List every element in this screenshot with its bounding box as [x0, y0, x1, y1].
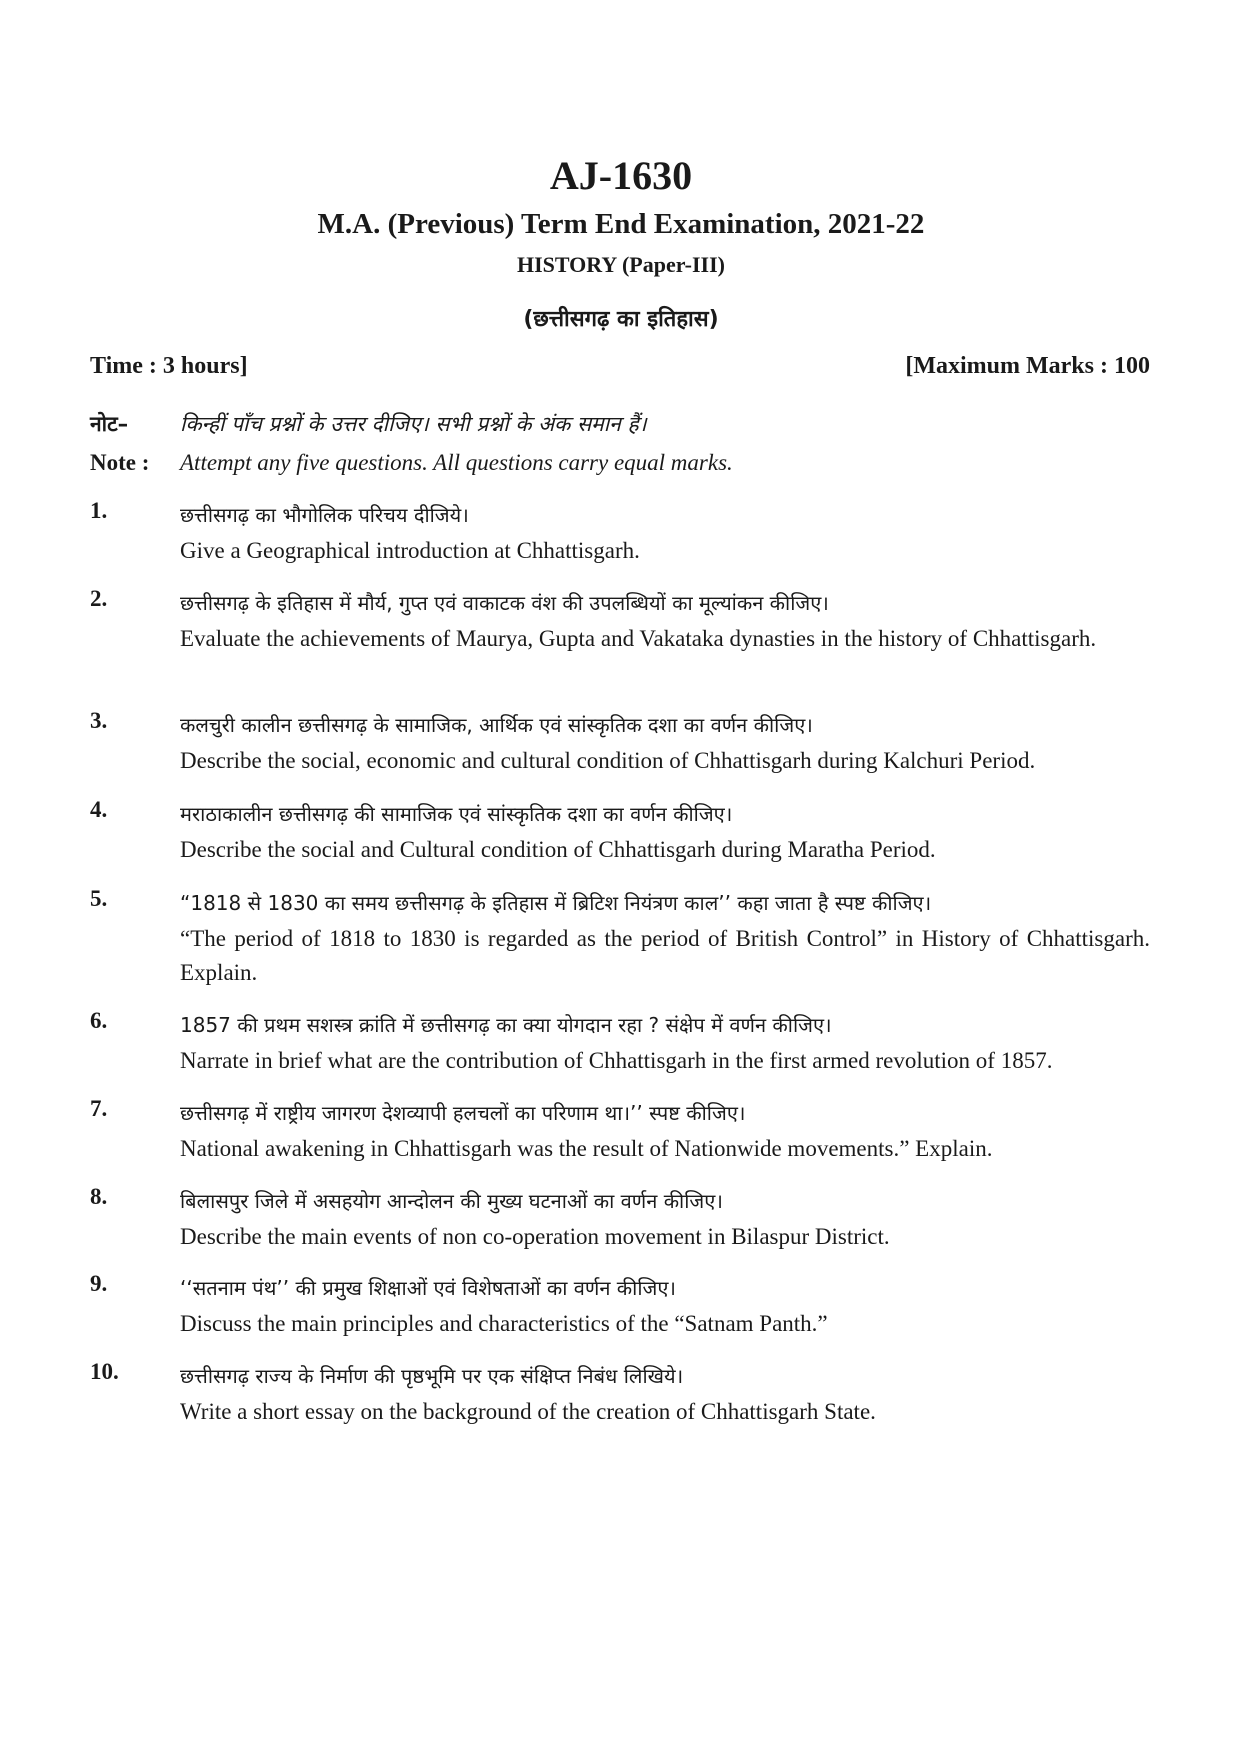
- question-number: 2.: [90, 586, 108, 611]
- question-text-hindi: छत्तीसगढ़ के इतिहास में मौर्य, गुप्त एवं वाकाटक वंश की उपलब्धियों का मूल्यांकन कीजिए।: [180, 591, 829, 615]
- subject-title: HISTORY (Paper-III): [516, 252, 726, 277]
- question-text-hindi: मराठाकालीन छत्तीसगढ़ की सामाजिक एवं सांस्कृतिक दशा का वर्णन कीजिए।: [180, 802, 733, 826]
- note-hindi-text: किन्हीं पाँच प्रश्नों के उत्तर दीजिए। सभी प्रश्नों के अंक समान हैं।: [180, 412, 647, 436]
- note-hindi-label: नोट–: [90, 412, 129, 436]
- question-number: 10.: [90, 1359, 119, 1384]
- question-text-hindi: 1857 की प्रथम सशस्त्र क्रांति में छत्तीसगढ़ का क्या योगदान रहा ? संक्षेप में वर्णन कीजिए।: [180, 1013, 832, 1037]
- question-text-hindi: छत्तीसगढ़ में राष्ट्रीय जागरण देशव्यापी हलचलों का परिणाम था।’’ स्पष्ट कीजिए।: [180, 1101, 746, 1125]
- question-number: 3.: [90, 708, 108, 733]
- maximum-marks: [Maximum Marks : 100: [905, 353, 1150, 379]
- question-text-english: Describe the main events of non co-operation movement in Bilaspur District.: [180, 1224, 890, 1249]
- question-text-english: Write a short essay on the background of the creation of Chhattisgarh State.: [180, 1399, 876, 1424]
- question-text-hindi: ‘‘सतनाम पंथ’’ की प्रमुख शिक्षाओं एवं विशेषताओं का वर्णन कीजिए।: [180, 1276, 677, 1300]
- question-text-english: “The period of 1818 to 1830 is regarded as the period of British Control” in History of Chhattisgarh. Explain.: [180, 926, 1150, 985]
- question-text-english: Describe the social, economic and cultural condition of Chhattisgarh during Kalchuri Period.: [180, 748, 1036, 773]
- time-marks-row: [90, 353, 1150, 380]
- question-text-english: Describe the social and Cultural condition of Chhattisgarh during Maratha Period.: [180, 837, 936, 862]
- question-text-hindi: छत्तीसगढ़ राज्य के निर्माण की पृष्ठभूमि पर एक संक्षिप्त निबंध लिखिये।: [180, 1364, 684, 1388]
- question-number: 5.: [90, 886, 108, 911]
- question-text-english: Discuss the main principles and characteristics of the “Satnam Panth.”: [180, 1311, 828, 1336]
- question-number: 6.: [90, 1008, 108, 1033]
- question-text-hindi: छत्तीसगढ़ का भौगोलिक परिचय दीजिये।: [180, 503, 469, 527]
- question-number: 8.: [90, 1184, 108, 1209]
- question-number: 1.: [90, 498, 108, 523]
- question-text-english: Narrate in brief what are the contribution of Chhattisgarh in the first armed revolution of 1857.: [180, 1048, 1053, 1073]
- question-text-hindi: कलचुरी कालीन छत्तीसगढ़ के सामाजिक, आर्थिक एवं सांस्कृतिक दशा का वर्णन कीजिए।: [180, 713, 813, 737]
- question-text-english: National awakening in Chhattisgarh was the result of Nationwide movements.” Explain.: [180, 1136, 993, 1161]
- question-number: 9.: [90, 1271, 108, 1296]
- question-text-hindi: बिलासपुर जिले में असहयोग आन्दोलन की मुख्य घटनाओं का वर्णन कीजिए।: [180, 1189, 723, 1213]
- paper-code: AJ-1630: [549, 153, 693, 198]
- question-text-english: Give a Geographical introduction at Chhattisgarh.: [180, 538, 640, 563]
- exam-title: M.A. (Previous) Term End Examination, 2021-22: [317, 208, 925, 240]
- time-allowed: Time : 3 hours]: [90, 353, 248, 379]
- note-english-label: Note :: [90, 450, 150, 475]
- question-text-hindi: “1818 से 1830 का समय छत्तीसगढ़ के इतिहास में ब्रिटिश नियंत्रण काल’’ कहा जाता है स्पष्ट कीजिए।: [180, 891, 932, 915]
- note-english-text: Attempt any five questions. All questions carry equal marks.: [180, 450, 733, 475]
- question-number: 4.: [90, 797, 108, 822]
- question-text-english: Evaluate the achievements of Maurya, Gupta and Vakataka dynasties in the history of Chhattisgarh.: [180, 626, 1097, 651]
- subject-title-hindi: (छत्तीसगढ़ का इतिहास): [523, 307, 719, 332]
- question-number: 7.: [90, 1096, 108, 1121]
